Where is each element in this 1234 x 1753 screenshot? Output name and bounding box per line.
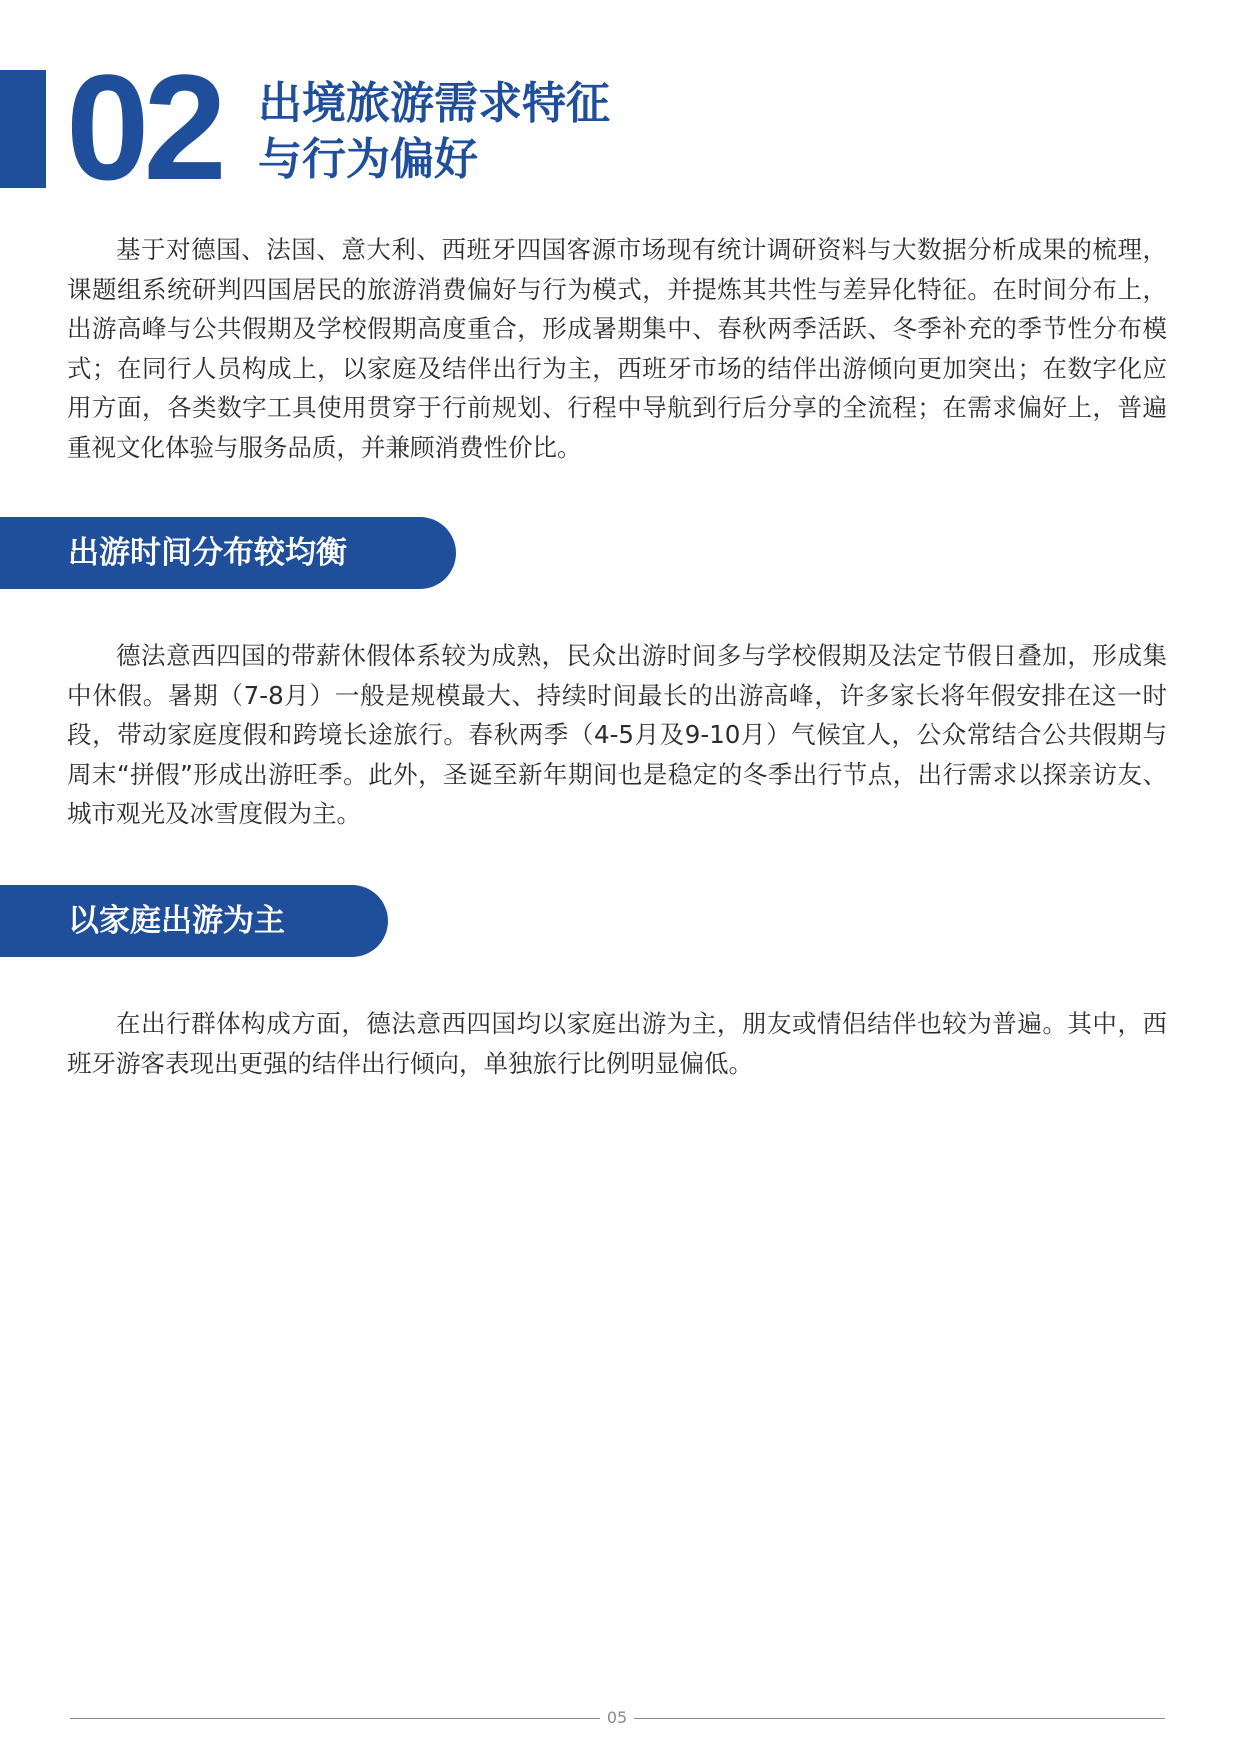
subsection-heading-travel-time: 出游时间分布较均衡 [0, 517, 456, 589]
page-number: 05 [606, 1708, 628, 1727]
section-title [258, 76, 610, 188]
section-number: 02 [66, 43, 221, 211]
section-accent-bar [0, 70, 46, 188]
subsection-heading-family-travel: 以家庭出游为主 [0, 885, 388, 957]
family-travel-paragraph: 在出行群体构成方面，德法意西四国均以家庭出游为主，朋友或情侣结伴也较为普遍。其中，西班牙游客表现出更强的结伴出行倾向，单独旅行比例明显偏低。 [67, 1009, 1167, 1078]
travel-time-paragraph: 德法意西四国的带薪休假体系较为成熟，民众出游时间多与学校假期及法定节假日叠加，形成集中休假。暑期（7-8月）一般是规模最大、持续时间最长的出游高峰，许多家长将年假安排在这一时段，带动家庭度假和跨境长途旅行。春秋两季（4-5月及9-10月）气候宜人，公众常结合公共假期与周末“拼假”形成出游旺季。此外，圣诞至新年期间也是稳定的冬季出行节点，出行需求以探亲访友、城市观光及冰雪度假为主。 [67, 641, 1167, 828]
footer-rule-left [70, 1718, 600, 1719]
section-title-line-2: 与行为偏好 [258, 134, 478, 185]
footer-rule-right [634, 1718, 1165, 1719]
section-title-line-1: 出境旅游需求特征 [258, 78, 610, 129]
intro-paragraph: 基于对德国、法国、意大利、西班牙四国客源市场现有统计调研资料与大数据分析成果的梳理，课题组系统研判四国居民的旅游消费偏好与行为模式，并提炼其共性与差异化特征。在时间分布上，出游高峰与公共假期及学校假期高度重合，形成暑期集中、春秋两季活跃、冬季补充的季节性分布模式；在同行人员构成上，以家庭及结伴出行为主，西班牙市场的结伴出游倾向更加突出；在数字化应用方面，各类数字工具使用贯穿于行前规划、行程中导航到行后分享的全流程；在需求偏好上，普遍重视文化体验与服务品质，并兼顾消费性价比。 [67, 235, 1167, 462]
